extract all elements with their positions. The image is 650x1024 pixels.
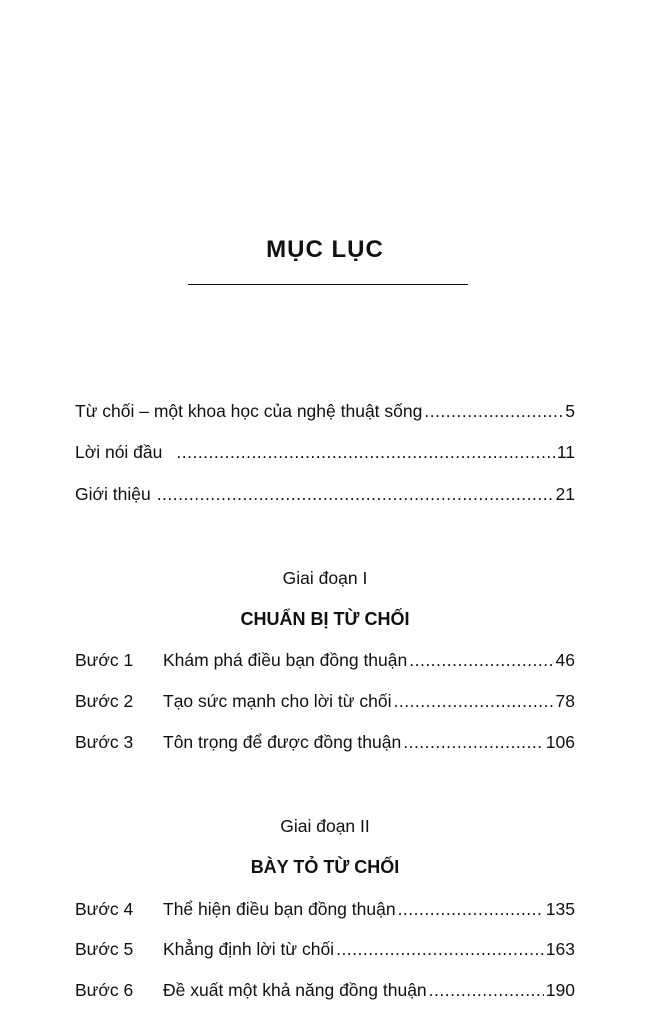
step-number: Bước 6 [75, 980, 134, 1000]
entry-title: Tạo sức mạnh cho lời từ chối [163, 691, 392, 711]
dot-leader [398, 897, 544, 921]
toc-step-entry[interactable] [75, 689, 575, 713]
entry-page-number: 78 [555, 691, 575, 711]
entry-title: Giới thiệu [75, 484, 151, 504]
entry-title: Khẳng định lời từ chối [163, 939, 335, 959]
toc-step-entry[interactable] [75, 897, 575, 921]
entry-title: Tôn trọng để được đồng thuận [163, 732, 402, 752]
step-number: Bước 1 [75, 650, 134, 670]
entry-title: Khám phá điều bạn đồng thuận [163, 650, 408, 670]
phase-title: CHUẨN BỊ TỪ CHỐI [240, 609, 410, 629]
dot-leader [176, 440, 554, 464]
dot-leader [424, 399, 563, 423]
dot-leader [403, 730, 544, 754]
step-number: Bước 2 [75, 691, 134, 711]
entry-page-number: 21 [555, 484, 575, 504]
toc-step-entry[interactable] [75, 648, 575, 672]
toc-entry[interactable] [75, 482, 575, 506]
entry-page-number: 46 [555, 650, 575, 670]
entry-page-number: 190 [545, 980, 575, 1000]
toc-entry[interactable] [75, 399, 575, 423]
entry-title: Từ chối – một khoa học của nghệ thuật sống [75, 401, 423, 421]
step-number: Bước 5 [75, 939, 134, 959]
phase-label: Giai đoạn II [280, 816, 370, 836]
step-number: Bước 3 [75, 732, 134, 752]
entry-title: Lời nói đầu [75, 442, 163, 462]
entry-page-number: 5 [565, 401, 575, 421]
dot-leader [336, 937, 544, 961]
dot-leader [429, 978, 544, 1002]
dot-leader [157, 482, 554, 506]
step-number: Bước 4 [75, 899, 134, 919]
toc-title: MỤC LỤC [266, 236, 384, 263]
toc-entry[interactable] [75, 440, 575, 464]
entry-page-number: 135 [545, 899, 575, 919]
entry-page-number: 11 [556, 442, 575, 462]
toc-step-entry[interactable] [75, 937, 575, 961]
dot-leader [393, 689, 553, 713]
phase-label: Giai đoạn I [282, 568, 368, 588]
entry-page-number: 106 [545, 732, 575, 752]
entry-page-number: 163 [545, 939, 575, 959]
title-underline [188, 284, 468, 285]
toc-step-entry[interactable] [75, 730, 575, 754]
entry-title: Đề xuất một khả năng đồng thuận [163, 980, 427, 1000]
toc-step-entry[interactable] [75, 978, 575, 1002]
entry-title: Thể hiện điều bạn đồng thuận [163, 899, 396, 919]
phase-title: BÀY TỎ TỪ CHỐI [250, 857, 400, 877]
dot-leader [409, 648, 553, 672]
